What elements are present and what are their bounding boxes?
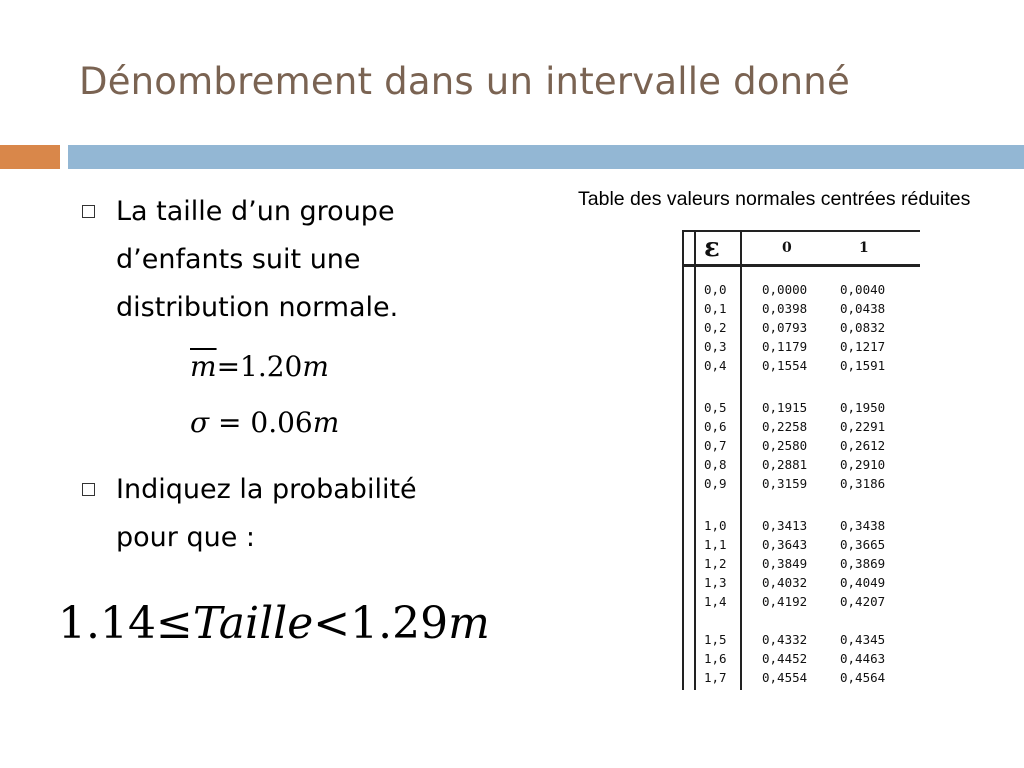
value-cell-col0: 0,1554: [762, 358, 808, 373]
value-cell-col1: 0,1950: [840, 400, 886, 415]
value-cell-col1: 0,4345: [840, 632, 886, 647]
value-cell-col0: 0,2881: [762, 457, 808, 472]
lower-bound: 1.14: [58, 598, 156, 649]
upper-bound: 1.29: [350, 598, 449, 649]
value-cell-col0: 0,3413: [762, 518, 808, 533]
value-cell-col1: 0,4564: [840, 670, 886, 685]
mean-unit: m: [302, 350, 329, 383]
value-cell-col0: 0,1179: [762, 339, 808, 354]
epsilon-cell: 0,2: [704, 320, 727, 335]
epsilon-cell: 0,9: [704, 476, 727, 491]
bullet-line: distribution normale.: [116, 292, 399, 323]
value-cell-col1: 0,0040: [840, 282, 886, 297]
sigma-unit: m: [312, 406, 340, 439]
value-cell-col1: 0,0438: [840, 301, 886, 316]
value-cell-col1: 0,2291: [840, 419, 886, 434]
value-cell-col0: 0,4192: [762, 594, 808, 609]
epsilon-cell: 0,8: [704, 457, 727, 472]
epsilon-cell: 1,5: [704, 632, 727, 647]
accent-bar-orange: [0, 145, 60, 169]
value-cell-col1: 0,0832: [840, 320, 886, 335]
value-cell-col1: 0,3665: [840, 537, 886, 552]
value-cell-col1: 0,4049: [840, 575, 886, 590]
value-cell-col0: 0,4032: [762, 575, 808, 590]
column-header-1: 1: [859, 240, 869, 256]
value-cell-col0: 0,1915: [762, 400, 808, 415]
inequality-unit: m: [448, 598, 490, 649]
epsilon-cell: 0,3: [704, 339, 727, 354]
value-cell-col1: 0,2612: [840, 438, 886, 453]
epsilon-cell: 0,6: [704, 419, 727, 434]
mean-symbol: $\overline{m}$: [190, 350, 217, 383]
value-cell-col1: 0,3438: [840, 518, 886, 533]
value-cell-col1: 0,2910: [840, 457, 886, 472]
value-cell-col1: 0,4463: [840, 651, 886, 666]
epsilon-cell: 1,4: [704, 594, 727, 609]
value-cell-col0: 0,3849: [762, 556, 808, 571]
value-cell-col0: 0,4332: [762, 632, 808, 647]
epsilon-cell: 1,6: [704, 651, 727, 666]
value-cell-col0: 0,2580: [762, 438, 808, 453]
value-cell-col0: 0,0793: [762, 320, 808, 335]
formula-sigma: [190, 406, 339, 439]
value-cell-col0: 0,4452: [762, 651, 808, 666]
epsilon-cell: 1,7: [704, 670, 727, 685]
epsilon-cell: 1,2: [704, 556, 727, 571]
formula-mean: [190, 350, 329, 383]
epsilon-cell: 0,0: [704, 282, 727, 297]
bullet-square-icon: [82, 205, 95, 218]
epsilon-cell: 1,3: [704, 575, 727, 590]
value-cell-col1: 0,1591: [840, 358, 886, 373]
value-cell-col0: 0,0398: [762, 301, 808, 316]
epsilon-cell: 0,1: [704, 301, 727, 316]
accent-bar-blue: [68, 145, 1024, 169]
value-cell-col1: 0,3186: [840, 476, 886, 491]
bullet-line: La taille d’un groupe: [116, 196, 395, 227]
inequality-formula: [58, 598, 490, 649]
variable-name: Taille: [192, 598, 314, 649]
table-caption: Table des valeurs normales centrées réduites: [578, 188, 971, 210]
normal-table-scan: [664, 226, 920, 690]
value-cell-col0: 0,2258: [762, 419, 808, 434]
epsilon-cell: 0,7: [704, 438, 727, 453]
le-sign: ≤: [155, 598, 193, 649]
epsilon-header: ε: [704, 233, 720, 263]
mean-value: =1.20: [216, 350, 303, 383]
column-header-0: 0: [782, 240, 792, 256]
value-cell-col0: 0,4554: [762, 670, 808, 685]
value-cell-col1: 0,1217: [840, 339, 886, 354]
value-cell-col1: 0,4207: [840, 594, 886, 609]
epsilon-cell: 0,4: [704, 358, 727, 373]
lt-sign: <: [313, 598, 351, 649]
bullet-square-icon: [82, 483, 95, 496]
epsilon-cell: 1,0: [704, 518, 727, 533]
sigma-value: = 0.06: [209, 406, 313, 439]
epsilon-cell: 1,1: [704, 537, 727, 552]
value-cell-col0: 0,3159: [762, 476, 808, 491]
bullet-line: Indiquez la probabilité: [116, 474, 417, 505]
sigma-symbol: σ: [190, 406, 210, 439]
value-cell-col0: 0,0000: [762, 282, 808, 297]
slide-title: Dénombrement dans un intervalle donné: [79, 60, 850, 103]
value-cell-col1: 0,3869: [840, 556, 886, 571]
value-cell-col0: 0,3643: [762, 537, 808, 552]
bullet-line: d’enfants suit une: [116, 244, 361, 275]
bullet-line: pour que :: [116, 522, 255, 553]
epsilon-cell: 0,5: [704, 400, 727, 415]
